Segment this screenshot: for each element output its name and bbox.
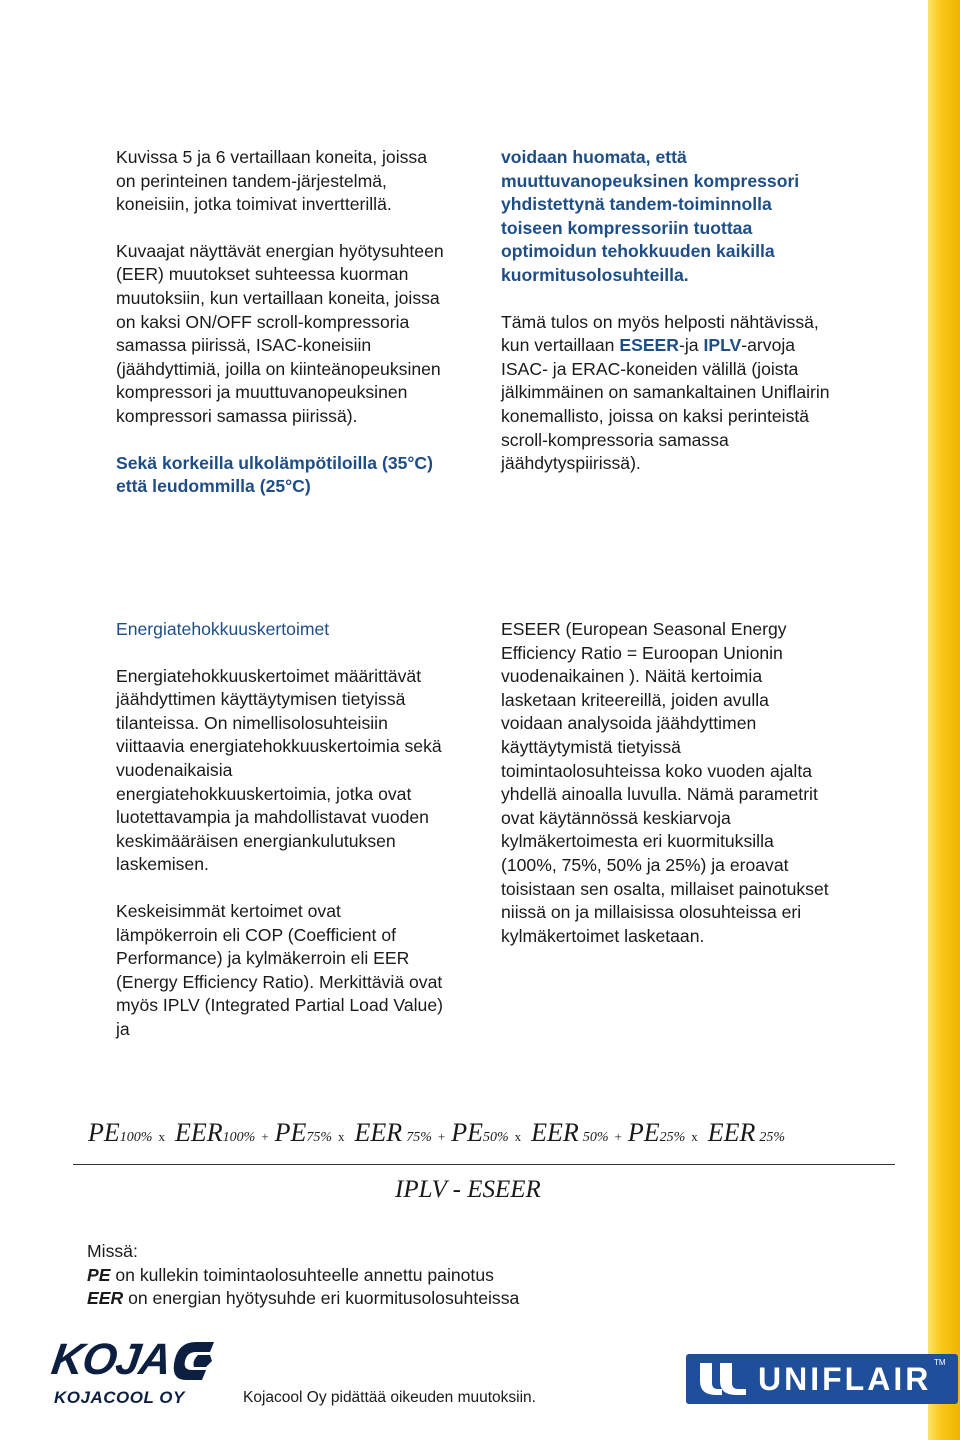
column-left-top — [116, 146, 446, 499]
formula-sub: 75% — [306, 1130, 333, 1145]
formula-eer: EER — [707, 1118, 756, 1147]
formula-op: x — [158, 1129, 165, 1144]
formula-pe: PE — [627, 1118, 660, 1147]
formula-op: + — [261, 1129, 269, 1144]
formula-sub: 100% — [119, 1130, 153, 1145]
paragraph: Kuvaajat näyttävät energian hyötysuhteen (EER) muutokset suhteessa kuorman muutoksiin, kun vertaillaan koneita, joissa on kaksi ON/OFF scroll-kompressoria samassa piirissä, ISAC-koneisiin (jäähdyttimiä, joilla on kiinteänopeuksinen kompressori ja muuttuvanopeuksinen kompressori samassa piirissä). — [116, 240, 444, 426]
notes-term: PE — [87, 1264, 111, 1285]
formula-sub: 50% — [482, 1130, 509, 1145]
highlight-paragraph: Sekä korkeilla ulkolämpötiloilla (35°C) että leudommilla (25°C) — [116, 452, 433, 497]
term-eseer: ESEER — [619, 335, 679, 356]
highlight-paragraph: voidaan huomata, että muuttuvanopeuksinen kompressori yhdistettynä tandem-toiminnolla toiseen kompressoriin tuottaa optimoidun tehokkuuden kaikilla kuormitusolosuhteilla. — [501, 147, 800, 285]
formula-pe: PE — [274, 1118, 307, 1147]
decorative-yellow-edge — [928, 0, 960, 1440]
text: Tämä tulos on myös helposti nähtävissä, kun vertaillaan — [501, 311, 819, 356]
fraction-line — [73, 1164, 895, 1165]
notes-line — [87, 1287, 519, 1311]
section-heading: Energiatehokkuuskertoimet — [116, 619, 330, 639]
koja-company-name: KOJACOOL OY — [54, 1388, 185, 1407]
formula-pe: PE — [451, 1118, 483, 1147]
notes-text: on kullekin toimintaolosuhteelle annettu painotus — [110, 1264, 494, 1285]
footer-disclaimer: Kojacool Oy pidättää oikeuden muutoksiin. — [243, 1389, 536, 1406]
notes-label: Missä: — [87, 1241, 138, 1261]
column-right-top — [501, 146, 831, 476]
text: -arvoja ISAC- ja ERAC-koneiden välillä (joista jälkimmäinen on samankaltainen Uniflairin konemallisto, joissa on kaksi perinteistä scroll-kompressoria samassa jäähdytyspiirissä). — [501, 335, 830, 474]
formula-denominator: IPLV - ESEER — [395, 1176, 541, 1203]
formula-notes — [87, 1240, 519, 1311]
formula-op: x — [338, 1129, 345, 1144]
kojacool-logo — [48, 1335, 222, 1412]
paragraph: Kuvissa 5 ja 6 vertaillaan koneita, joissa on perinteinen tandem-järjestelmä, koneisiin, jotka toimivat invertterillä. — [116, 147, 427, 215]
formula-sub: 100% — [222, 1130, 256, 1145]
formula-eer: EER — [174, 1118, 223, 1147]
trademark-mark: TM — [934, 1358, 946, 1367]
formula-eer: EER — [531, 1118, 579, 1147]
text: -ja — [679, 335, 704, 356]
formula-op: x — [514, 1129, 522, 1144]
koja-logo-wordmark: KOJA — [48, 1335, 174, 1384]
formula-op: x — [691, 1129, 698, 1144]
formula-pe: PE — [88, 1118, 120, 1147]
column-left-bottom — [116, 618, 446, 1042]
paragraph: Keskeisimmät kertoimet ovat lämpökerroin eli COP (Coefficient of Performance) ja kylmäkerroin eli EER (Energy Efficiency Ratio). Merkittäviä ovat myös IPLV (Integrated Partial Load Value) ja — [116, 900, 443, 1039]
paragraph: Energiatehokkuuskertoimet määrittävät jäähdyttimen käyttäytymisen tietyissä tilanteissa. On nimellisolosuhteisiin viittaavia energiatehokkuuskertoimia sekä vuodenaikaisia energiatehokkuuskertoimia, jotka ovat luotettavampia ja mahdollistavat vuoden keskimääräisen energiankulutuksen laskemisen. — [116, 665, 442, 875]
paragraph: ESEER (European Seasonal Energy Efficiency Ratio = Euroopan Unionin vuodenaikainen ). Näitä kertoimia lasketaan kriteereillä, joiden avulla voidaan analysoida jäähdyttimen käyttäytymistä tietyissä toimintaolosuhteissa koko vuoden ajalta yhdellä ainoalla luvulla. Nämä parametrit ovat käytännössä keskiarvoja kylmäkertoimesta eri kuormituksilla (100%, 75%, 50% ja 25%) ja eroavat toisistaan sen osalta, millaiset painotukset niissä on ja millaisissa olosuhteissa eri kylmäkertoimet lasketaan. — [501, 619, 829, 946]
uniflair-u-icon — [698, 1361, 748, 1397]
notes-term: EER — [87, 1288, 124, 1308]
uniflair-logo — [686, 1354, 958, 1404]
formula-sub: 25% — [759, 1130, 786, 1145]
term-iplv: IPLV — [703, 335, 742, 356]
formula-eer: EER — [354, 1118, 403, 1147]
formula-sub: 75% — [406, 1130, 432, 1145]
formula-op: + — [614, 1129, 622, 1144]
formula-op: + — [437, 1129, 446, 1144]
paragraph — [501, 311, 831, 476]
notes-line — [87, 1264, 519, 1288]
koja-c-mark-icon — [170, 1340, 216, 1382]
formula-numerator — [88, 1118, 898, 1148]
uniflair-wordmark: UNIFLAIR — [758, 1361, 932, 1397]
formula-sub: 50% — [582, 1130, 609, 1145]
column-right-bottom — [501, 618, 831, 948]
formula-sub: 25% — [659, 1130, 686, 1145]
notes-text: on energian hyötysuhde eri kuormitusolosuhteissa — [123, 1288, 520, 1308]
